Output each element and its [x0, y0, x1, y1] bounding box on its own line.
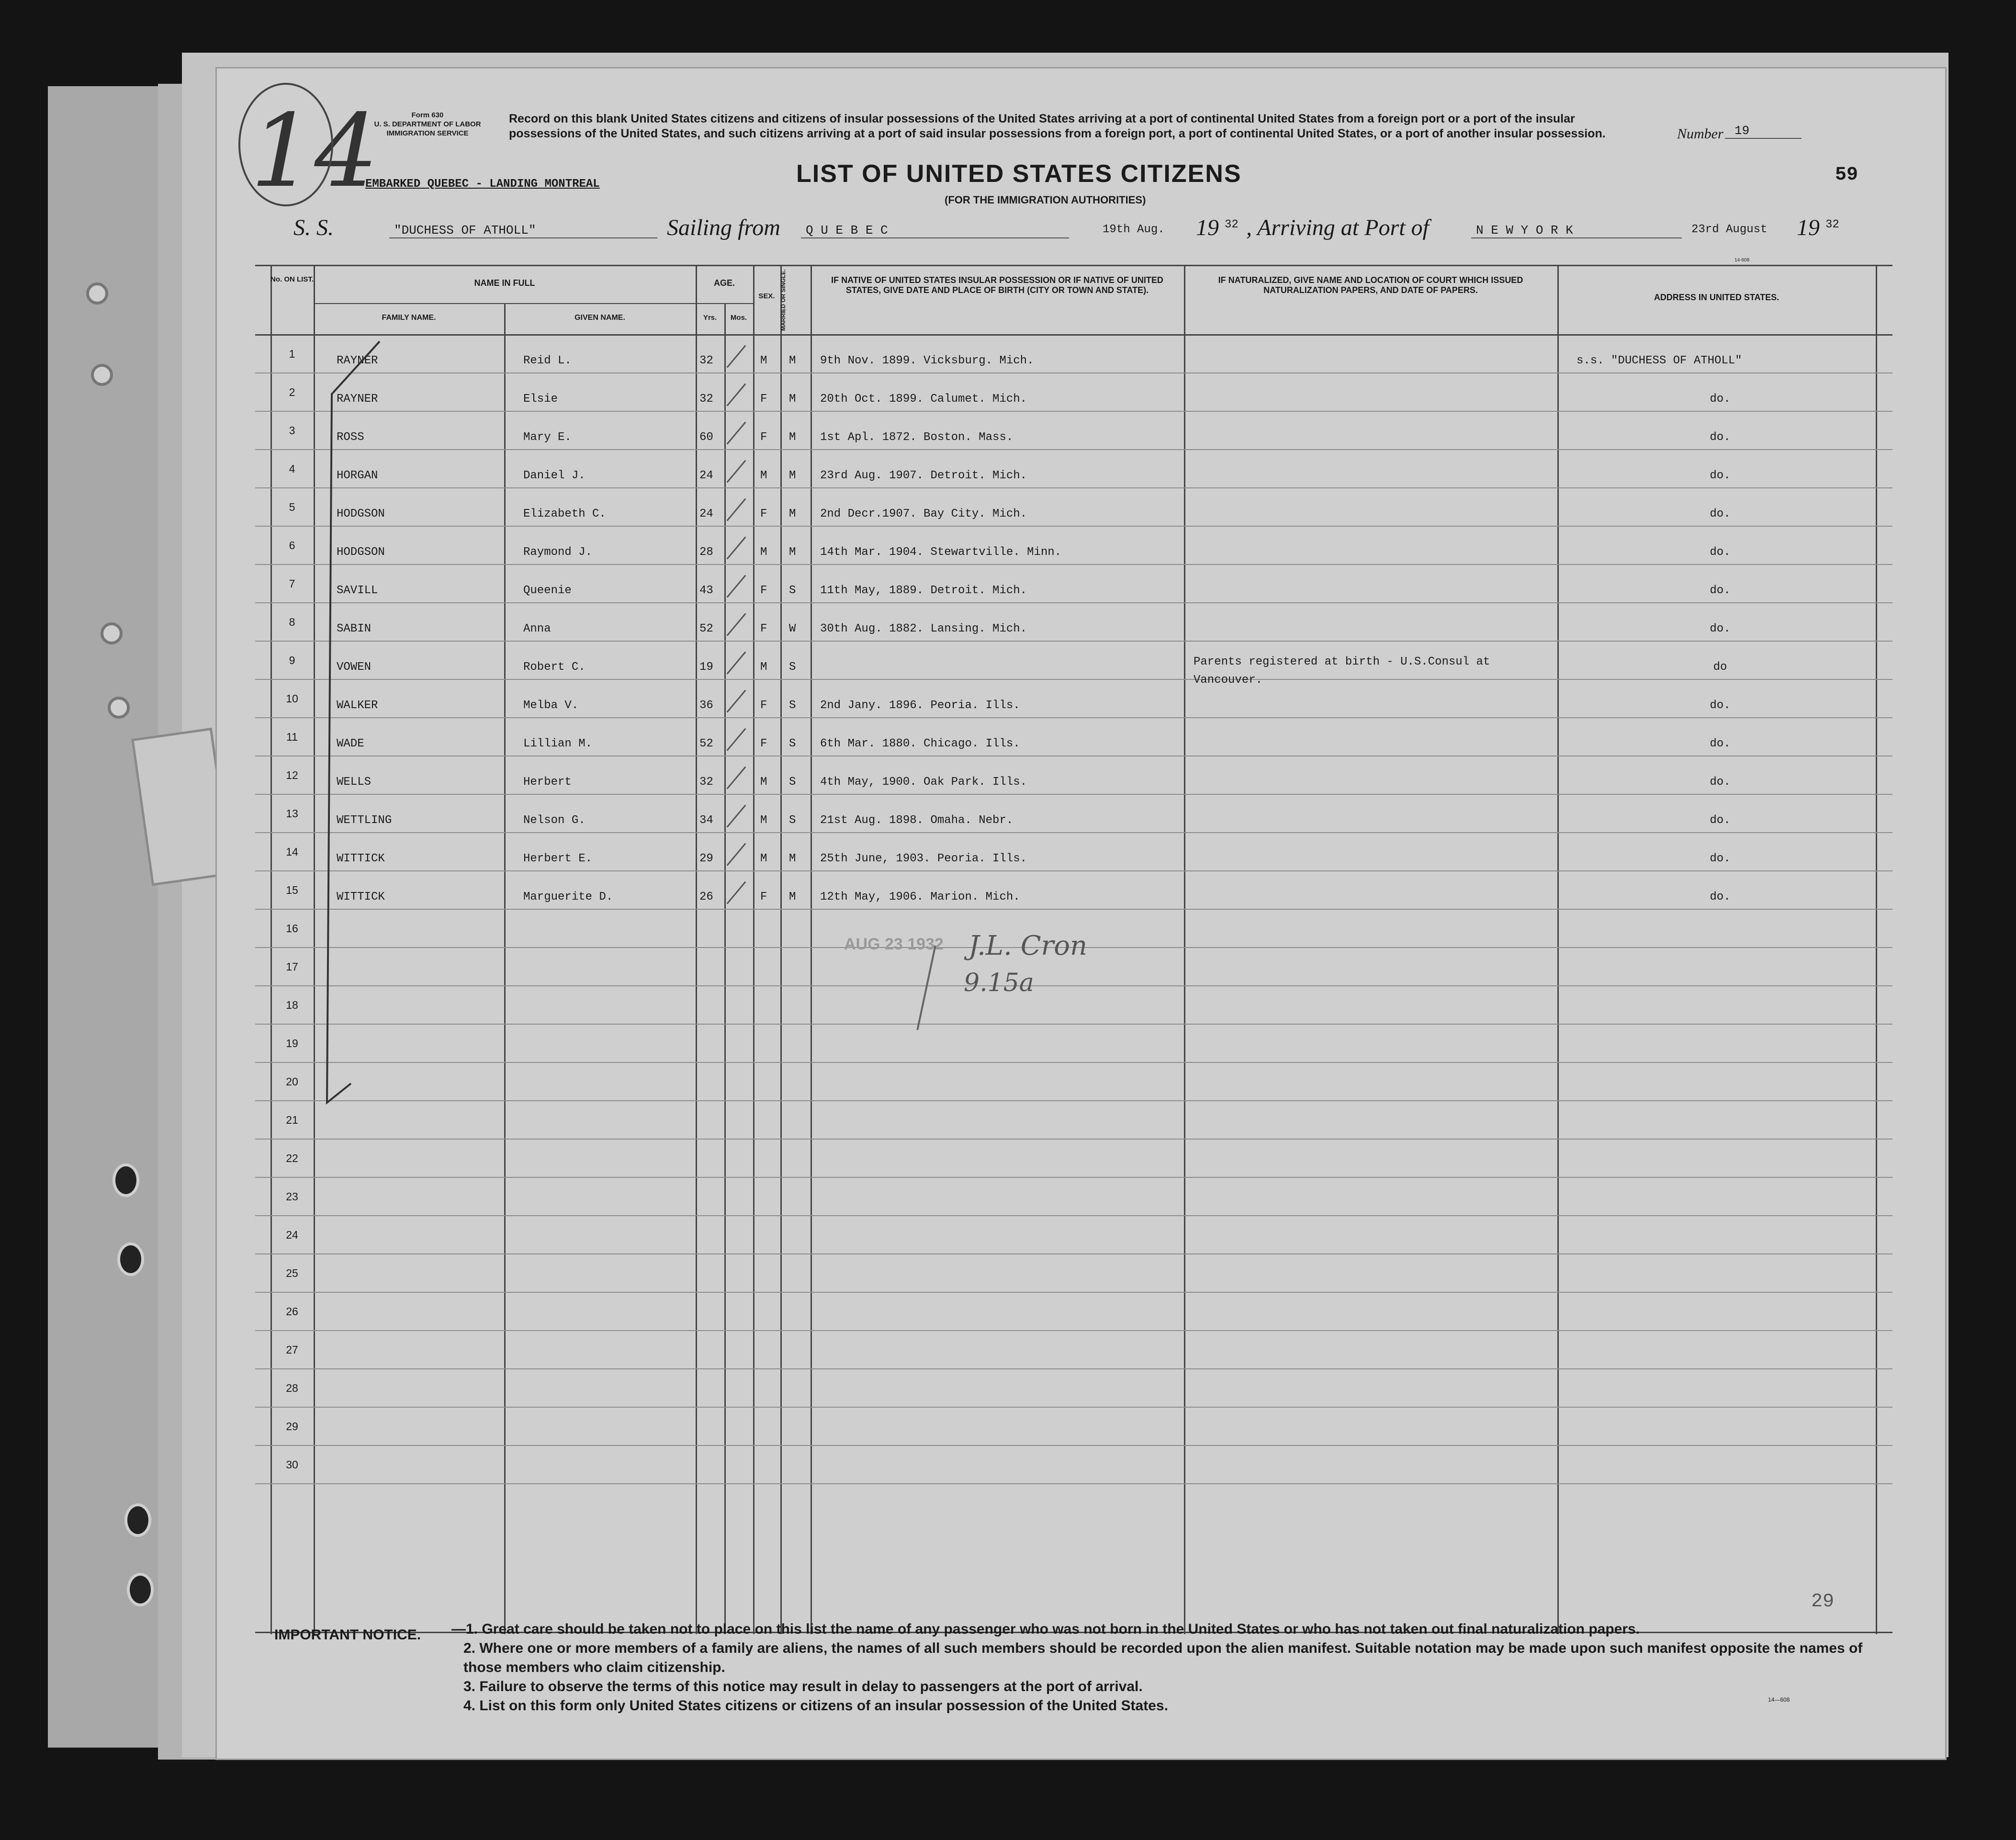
cell-birth: 14th Mar. 1904. Stewartville. Minn. [820, 546, 1062, 559]
cell-age: 34 [699, 814, 713, 827]
row-number: 23 [286, 1190, 298, 1203]
check-tick-icon [727, 575, 746, 598]
row-rule [255, 985, 1892, 986]
row-rule [255, 1292, 1892, 1293]
cell-addr: do. [1710, 891, 1731, 903]
check-tick-icon [727, 384, 746, 406]
row-rule [255, 449, 1892, 450]
cell-family: VOWEN [337, 661, 372, 674]
row-number: 10 [286, 692, 298, 705]
underline [801, 237, 1069, 238]
cell-given: Robert C. [523, 661, 586, 674]
check-tick-icon [727, 881, 746, 904]
table-top-rule [255, 265, 1892, 266]
check-tick-icon [727, 728, 746, 751]
row-rule [255, 1139, 1892, 1140]
row-rule [255, 1368, 1892, 1369]
service: IMMIGRATION SERVICE [386, 129, 469, 137]
cell-age: 60 [699, 431, 713, 444]
handwritten-sheet-number: 14 [250, 92, 379, 210]
col-header-address: ADDRESS IN UNITED STATES. [1654, 293, 1779, 302]
cell-given: Melba V. [523, 699, 579, 712]
punch-hole-icon [117, 1242, 144, 1276]
cell-ms: M [789, 469, 796, 482]
cell-addr: do. [1710, 699, 1731, 712]
arrival-year-prefix: 19 [1797, 215, 1820, 240]
cell-birth: 1st Apl. 1872. Boston. Mass. [820, 431, 1014, 444]
cell-ms: S [789, 737, 796, 750]
header-bottom-rule [255, 334, 1892, 336]
row-rule [255, 1407, 1892, 1408]
cell-family: WETTLING [337, 814, 392, 827]
officer-signature: J.L. Cron [969, 930, 1088, 961]
cell-age: 32 [699, 776, 713, 789]
cell-birth: 2nd Decr.1907. Bay City. Mich. [820, 508, 1027, 520]
cell-sex: M [760, 354, 767, 367]
notice-item-4: 4. List on this form only United States citizens or citizens of an insular possession of the United States. [463, 1698, 1168, 1714]
check-tick-icon [727, 805, 746, 828]
row-number: 14 [286, 846, 298, 858]
row-number: 20 [286, 1075, 298, 1088]
col-divider [724, 303, 726, 1634]
col-header-sex: SEX. [758, 292, 775, 300]
row-rule [255, 717, 1892, 718]
row-number: 29 [286, 1420, 298, 1433]
punch-hole-icon [124, 1503, 151, 1537]
cell-given: Herbert [523, 776, 572, 789]
cell-family: HODGSON [337, 508, 385, 520]
row-rule [255, 1100, 1892, 1101]
row-rule [255, 870, 1892, 871]
cell-family: SAVILL [337, 584, 378, 597]
col-divider [811, 265, 812, 1634]
cell-birth: 4th May, 1900. Oak Park. Ills. [820, 776, 1027, 789]
cell-family: RAYNER [337, 393, 378, 406]
handwritten-time: 9.15a [964, 969, 1034, 997]
cell-sex: M [760, 661, 767, 674]
row-rule [255, 1215, 1892, 1216]
cell-age: 32 [699, 393, 713, 406]
sailing-date: 19th Aug. [1103, 223, 1165, 236]
row-number: 5 [289, 501, 295, 513]
cell-family: SABIN [337, 622, 372, 635]
col-header-married: MARRIED OR SINGLE. [780, 269, 787, 331]
row-rule [255, 1253, 1892, 1254]
row-number: 19 [286, 1037, 298, 1050]
cell-birth: 11th May, 1889. Detroit. Mich. [820, 584, 1027, 597]
row-number: 17 [286, 960, 298, 973]
cell-addr: do. [1710, 622, 1731, 635]
check-tick-icon [727, 843, 746, 866]
col-divider [780, 265, 782, 1634]
col-divider [1557, 265, 1559, 1634]
embarked-note: EMBARKED QUEBEC - LANDING MONTREAL [365, 178, 600, 191]
form-header [337, 111, 518, 138]
row-number: 2 [289, 386, 295, 398]
cell-age: 24 [699, 508, 713, 520]
cell-addr: do. [1710, 737, 1731, 750]
cell-sex: M [760, 546, 767, 559]
cell-sex: M [760, 469, 767, 482]
col-header-age: AGE. [713, 278, 735, 288]
record-instructions: Record on this blank United States citizens and citizens of insular possessions of the United States arriving at a port of continental United States from a foreign port or a port of the insular possessions of the United States, and such citizens arriving at a port of said insular possessions from a foreign port, a port of continental United States, or a port of another insular possession. [509, 112, 1606, 140]
cell-birth: 23rd Aug. 1907. Detroit. Mich. [820, 469, 1027, 482]
name-subrule [314, 303, 696, 304]
cell-birth: 9th Nov. 1899. Vicksburg. Mich. [820, 354, 1034, 367]
cell-sex: F [760, 584, 767, 597]
row-number: 8 [289, 616, 295, 628]
col-header-family: FAMILY NAME. [382, 314, 436, 322]
cell-birth: 20th Oct. 1899. Calumet. Mich. [820, 393, 1027, 406]
cell-given: Marguerite D. [523, 891, 613, 903]
cell-ms: M [789, 508, 796, 520]
row-number: 4 [289, 463, 295, 475]
check-tick-icon [727, 652, 746, 675]
cell-family: ROSS [337, 431, 364, 444]
row-number: 15 [286, 884, 298, 896]
cell-sex: M [760, 852, 767, 865]
footer-count: 29 [1811, 1591, 1835, 1613]
row-number: 21 [286, 1114, 298, 1126]
col-divider [1876, 265, 1877, 1634]
cell-birth: 21st Aug. 1898. Omaha. Nebr. [820, 814, 1014, 827]
print-code: 14-608 [1734, 258, 1750, 263]
cell-ms: M [789, 354, 796, 367]
department: U. S. DEPARTMENT OF LABOR [374, 120, 481, 128]
col-header-name: NAME IN FULL [474, 278, 535, 288]
page-number: 59 [1835, 164, 1858, 186]
notice-code: 14—608 [1768, 1696, 1790, 1703]
ship-name: "DUCHESS OF ATHOLL" [394, 223, 536, 237]
cell-ms: S [789, 661, 796, 674]
row-number: 1 [289, 348, 295, 360]
row-number: 9 [289, 654, 295, 666]
col-divider [753, 265, 755, 1634]
row-rule [255, 1483, 1892, 1484]
number-label: Number [1677, 126, 1723, 142]
binder-ring-icon [86, 282, 108, 305]
cell-birth: 30th Aug. 1882. Lansing. Mich. [820, 622, 1027, 635]
cell-sex: F [760, 699, 767, 712]
cell-family: RAYNER [337, 354, 378, 367]
cell-sex: F [760, 737, 767, 750]
cell-age: 24 [699, 469, 713, 482]
row-number: 7 [289, 577, 295, 590]
bracket-mark-icon [313, 337, 437, 1112]
cell-given: Anna [523, 622, 551, 635]
underline [1471, 237, 1682, 238]
cell-birth: 12th May, 1906. Marion. Mich. [820, 891, 1020, 903]
cell-ms: M [789, 891, 796, 903]
cell-family: WALKER [337, 699, 378, 712]
cell-sex: F [760, 393, 767, 406]
cell-ms: S [789, 699, 796, 712]
cell-family: WITTICK [337, 891, 385, 903]
cell-sex: F [760, 891, 767, 903]
row-number: 13 [286, 807, 298, 820]
punch-hole-icon [127, 1573, 154, 1606]
cell-addr: do. [1710, 508, 1731, 520]
row-rule [255, 602, 1892, 603]
col-header-no: No. ON LIST. [270, 275, 314, 283]
cell-addr: do. [1710, 852, 1731, 865]
row-number: 22 [286, 1152, 298, 1164]
cell-age: 36 [699, 699, 713, 712]
cell-age: 52 [699, 622, 713, 635]
number-value: 19 [1734, 124, 1750, 138]
col-header-mos: Mos. [730, 314, 747, 322]
cell-sex: F [760, 508, 767, 520]
row-number: 3 [289, 424, 295, 437]
arriving-label: , Arriving at Port of [1246, 215, 1429, 240]
cell-addr: s.s. "DUCHESS OF ATHOLL" [1577, 354, 1742, 367]
cell-family: HODGSON [337, 546, 385, 559]
cell-family: WELLS [337, 776, 372, 789]
cell-given: Mary E. [523, 431, 572, 444]
row-rule [255, 526, 1892, 527]
form-number: Form 630 [411, 111, 444, 119]
row-rule [255, 1024, 1892, 1025]
row-rule [255, 909, 1892, 910]
sailing-label: Sailing from [667, 215, 780, 240]
col-divider [504, 303, 506, 1634]
row-rule [255, 564, 1892, 565]
row-number: 18 [286, 999, 298, 1011]
row-rule [255, 411, 1892, 412]
voyage-line [293, 214, 1873, 248]
row-rule [255, 679, 1892, 680]
cell-family: HORGAN [337, 469, 378, 482]
number-underline [1725, 138, 1802, 139]
cell-sex: F [760, 622, 767, 635]
sailing-year-prefix: 19 [1196, 215, 1219, 240]
row-rule [255, 487, 1892, 488]
notice-item-2: 2. Where one or more members of a family are aliens, the names of all such members should be recorded upon the alien manifest. Suitable notation may be made upon such manifest opposite the names of those members who claim citizenship. [463, 1640, 1863, 1675]
check-tick-icon [727, 613, 746, 636]
col-header-yrs: Yrs. [703, 314, 717, 322]
sailing-year: 32 [1225, 218, 1239, 231]
check-tick-icon [727, 767, 746, 790]
cell-age: 52 [699, 737, 713, 750]
cell-age: 28 [699, 546, 713, 559]
col-divider [1184, 265, 1185, 1634]
arrival-year: 32 [1825, 218, 1839, 231]
cell-age: 26 [699, 891, 713, 903]
cell-ms: M [789, 852, 796, 865]
arrival-date: 23rd August [1691, 223, 1768, 236]
binder-ring-icon [108, 697, 130, 719]
cell-birth: 6th Mar. 1880. Chicago. Ills. [820, 737, 1020, 750]
row-number: 12 [286, 769, 298, 781]
cell-ms: M [789, 393, 796, 406]
row-rule [255, 794, 1892, 795]
cell-given: Daniel J. [523, 469, 586, 482]
cell-ms: S [789, 776, 796, 789]
row-rule [255, 641, 1892, 642]
cell-addr: do. [1710, 584, 1731, 597]
cell-given: Elizabeth C. [523, 508, 606, 520]
cell-age: 32 [699, 354, 713, 367]
page-subtitle: (FOR THE IMMIGRATION AUTHORITIES) [945, 194, 1146, 206]
punch-hole-icon [113, 1163, 139, 1197]
sailing-port: Q U E B E C [806, 223, 888, 237]
cell-nat: Parents registered at birth - U.S.Consul at Vancouver. [1194, 655, 1490, 687]
notice-item-3: 3. Failure to observe the terms of this notice may result in delay to passengers at the port of arrival. [463, 1679, 1143, 1694]
cell-addr: do. [1710, 776, 1731, 789]
check-tick-icon [727, 460, 746, 483]
underline [389, 237, 657, 238]
cell-family: WADE [337, 737, 364, 750]
age-subrule [696, 303, 753, 304]
circled-mark-icon [238, 83, 333, 206]
cell-addr: do. [1710, 469, 1731, 482]
check-tick-icon [727, 422, 746, 445]
check-tick-icon [727, 690, 746, 713]
ss-label: S. S. [293, 215, 334, 240]
manifest-page [215, 67, 1947, 1760]
cell-given: Herbert E. [523, 852, 593, 865]
row-number: 16 [286, 922, 298, 935]
cell-ms: M [789, 546, 796, 559]
cell-ms: S [789, 814, 796, 827]
cell-ms: M [789, 431, 796, 444]
cell-birth: 2nd Jany. 1896. Peoria. Ills. [820, 699, 1020, 712]
notice-item-1: —1. Great care should be taken not to place on this list the name of any passenger who was not born in the United States or who has not taken out final naturalization papers. [451, 1621, 1640, 1637]
cell-given: Lillian M. [523, 737, 593, 750]
cell-addr: do. [1710, 546, 1731, 559]
cell-ms: S [789, 584, 796, 597]
cell-sex: M [760, 814, 767, 827]
row-rule [255, 1062, 1892, 1063]
col-header-given: GIVEN NAME. [574, 314, 625, 322]
cell-addr: do. [1710, 393, 1731, 406]
row-rule [255, 832, 1892, 833]
cell-sex: M [760, 776, 767, 789]
cell-addr: do. [1710, 814, 1731, 827]
row-number: 28 [286, 1382, 298, 1394]
arrival-port: N E W Y O R K [1476, 223, 1573, 237]
cell-given: Raymond J. [523, 546, 593, 559]
check-tick-icon [727, 537, 746, 560]
cell-given: Nelson G. [523, 814, 586, 827]
row-number: 25 [286, 1267, 298, 1279]
cell-age: 29 [699, 852, 713, 865]
cell-sex: F [760, 431, 767, 444]
row-number: 26 [286, 1305, 298, 1318]
notice-label: IMPORTANT NOTICE. [274, 1627, 421, 1643]
cell-given: Reid L. [523, 354, 572, 367]
cell-birth: 25th June, 1903. Peoria. Ills. [820, 852, 1027, 865]
cell-given: Elsie [523, 393, 558, 406]
cell-family: WITTICK [337, 852, 385, 865]
binder-ring-icon [91, 364, 113, 386]
binder-ring-icon [101, 622, 123, 644]
row-number: 11 [286, 731, 298, 743]
cell-given: Queenie [523, 584, 572, 597]
cell-ms: W [789, 622, 796, 635]
col-header-naturalized: IF NATURALIZED, GIVE NAME AND LOCATION OF COURT WHICH ISSUED NATURALIZATION PAPERS, AND DATE OF PAPERS. [1218, 275, 1523, 295]
row-rule [255, 1330, 1892, 1331]
col-header-native: IF NATIVE OF UNITED STATES INSULAR POSSESSION OR IF NATIVE OF UNITED STATES, GIVE DATE AND PLACE OF BIRTH (CITY OR TOWN AND STATE). [831, 275, 1163, 295]
check-tick-icon [727, 498, 746, 521]
page-title: LIST OF UNITED STATES CITIZENS [796, 160, 1242, 188]
cell-addr: do. [1710, 431, 1731, 444]
row-rule [255, 1445, 1892, 1446]
col-divider [696, 265, 697, 1634]
cell-age: 19 [699, 661, 713, 674]
cell-addr: do [1713, 661, 1727, 674]
date-stamp: AUG 23 1932 [844, 935, 944, 953]
row-number: 6 [289, 539, 295, 552]
row-number: 30 [286, 1458, 298, 1471]
row-number: 27 [286, 1343, 298, 1356]
check-tick-icon [727, 345, 746, 368]
row-rule [255, 1177, 1892, 1178]
cell-age: 43 [699, 584, 713, 597]
row-number: 24 [286, 1229, 298, 1241]
